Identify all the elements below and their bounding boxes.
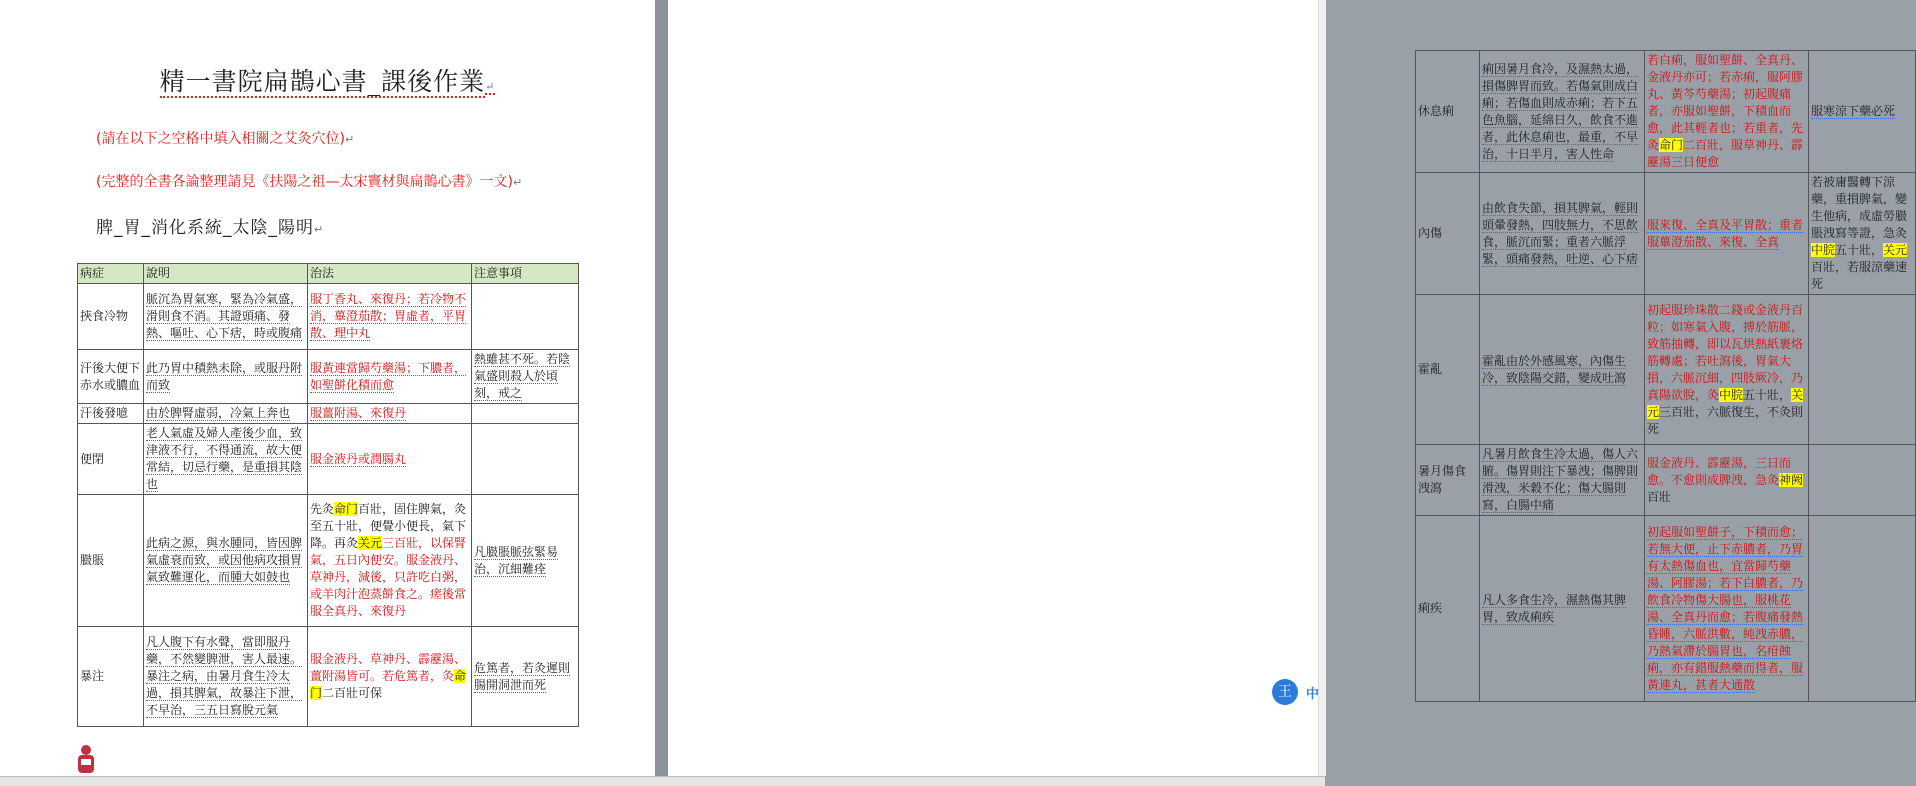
right-table — [1415, 50, 1916, 702]
table-row — [1416, 445, 1916, 516]
table-row — [1416, 295, 1916, 445]
table-row — [78, 350, 579, 404]
description-cell[interactable]: 霍亂由於外感風寒，內傷生冷，致陰陽交錯，變成吐瀉 — [1480, 295, 1645, 445]
page-gap — [655, 0, 668, 785]
notes-cell[interactable] — [1809, 173, 1916, 295]
table-row — [78, 495, 579, 627]
table-row — [78, 627, 579, 727]
treatment-text: 百壯 — [1647, 489, 1672, 504]
description-cell[interactable]: 凡人多食生冷，濕熱傷其脾胃，致成痢疾 — [1480, 516, 1645, 702]
treatment-text: 三百壯，以保腎氣，五日內便安。服金液丹、草神丹，減後，只許吃白粥，或羊肉汁泡蒸餅食之。瘥後常服全真丹、來復丹 — [310, 536, 467, 618]
acupoint-highlight[interactable]: 命门 — [334, 502, 359, 516]
treatment-cell[interactable] — [1645, 51, 1809, 173]
treatment-text: 若白痢，服如聖餅、全真丹、金液丹亦可；若赤痢，服阿膠丸、黃芩芍藥湯；初起腹痛者，亦服如聖餅，下積血而愈，此其輕者也；若重者，先灸 — [1647, 53, 1804, 152]
vertical-scrollbar[interactable] — [1318, 0, 1326, 776]
ime-badge-icon[interactable]: 王 — [1272, 679, 1298, 705]
table-header-row — [78, 264, 579, 284]
header-disease: 病症 — [78, 264, 144, 284]
table-row — [1416, 51, 1916, 173]
table-row — [1416, 173, 1916, 295]
description-cell[interactable]: 老人氣虛及婦人產後少血，致津液不行，不得通流，故大便常結，切忌行藥，是重損其陰也 — [144, 424, 308, 495]
treatment-cell[interactable] — [308, 627, 472, 727]
status-bar — [0, 776, 1325, 786]
description-cell[interactable]: 由於脾腎虛弱，冷氣上奔也 — [144, 404, 308, 424]
disease-cell[interactable]: 暴注 — [78, 627, 144, 727]
treatment-text: 二百壯可保 — [322, 686, 383, 700]
disease-cell[interactable]: 痢疾 — [1416, 516, 1480, 702]
header-description: 說明 — [144, 264, 308, 284]
treatment-cell[interactable] — [1645, 295, 1809, 445]
treatment-text: 先灸 — [310, 502, 335, 516]
table-row — [78, 424, 579, 495]
notes-cell[interactable] — [472, 424, 579, 495]
description-cell[interactable]: 脈沉為胃氣寒，緊為冷氣盛，滑則食不消。其證頭痛、發熱、嘔吐、心下痞，時或腹痛 — [144, 284, 308, 350]
acupoint-highlight[interactable]: 命门 — [1659, 138, 1684, 152]
notes-cell[interactable]: 危篤者，若灸遲則腸開洞泄而死 — [472, 627, 579, 727]
notes-text: 若被庸醫轉下涼藥，重損脾氣，變生他病，成虛勞臌脹洩寫等證，急灸 — [1811, 175, 1908, 240]
acupoint-highlight[interactable]: 关元 — [358, 536, 383, 550]
notes-cell[interactable] — [1809, 445, 1916, 516]
disease-cell[interactable]: 內傷 — [1416, 173, 1480, 295]
treatment-text: 三百壯，六脈復生，不灸則死 — [1647, 404, 1804, 436]
treatment-text: 服金液丹、霹靂湯，三日而愈。不愈則成脾洩，急灸 — [1647, 455, 1792, 487]
disease-cell[interactable]: 休息痢 — [1416, 51, 1480, 173]
document-title: 精一書院扁鵲心書_課後作業↵ — [159, 67, 496, 96]
header-notes: 注意事項 — [472, 264, 579, 284]
description-cell[interactable]: 痢因暑月食冷，及濕熱太過，損傷脾胃而致。若傷氣則成白痢；若傷血則成赤痢；若下五色魚腦，延綿日久，飲食不進者，此休息痢也，最重，不早治，十日半月，害人性命 — [1480, 51, 1645, 173]
acupoint-highlight[interactable]: 中脘 — [1811, 243, 1836, 257]
treatment-cell[interactable]: 服來復、全真及平胃散；重者服蓽澄茄散、來復、全真 — [1645, 173, 1809, 295]
disease-cell[interactable]: 臌脹 — [78, 495, 144, 627]
treatment-cell[interactable]: 服黃連當歸芍藥湯；下膿者，如聖餅化積而愈 — [308, 350, 472, 404]
notes-cell[interactable] — [1809, 516, 1916, 702]
treatment-text: 百壯，固住脾氣，灸至五十壯，便覺小便長，氣下降。再灸 — [310, 502, 467, 550]
disease-cell[interactable]: 汗後大便下赤水或膿血 — [78, 350, 144, 404]
acupoint-highlight[interactable]: 神阙 — [1779, 472, 1804, 487]
document-page-right — [668, 0, 1908, 785]
notes-cell[interactable] — [472, 284, 579, 350]
notes-cell[interactable] — [1809, 295, 1916, 445]
ime-language-label[interactable]: 中 — [1306, 687, 1320, 702]
acupoint-highlight[interactable]: 关元 — [1883, 243, 1908, 257]
disease-cell[interactable]: 汗後發噫 — [78, 404, 144, 424]
acupoint-highlight[interactable]: 中脘 — [1719, 387, 1744, 402]
disease-cell[interactable]: 暑月傷食洩瀉 — [1416, 445, 1480, 516]
description-cell[interactable]: 此乃胃中積熱未除，或服丹附而致 — [144, 350, 308, 404]
section-title: 脾_胃_消化系統_太陰_陽明↵ — [96, 218, 325, 238]
description-cell[interactable]: 此病之源，與水腫同，皆因脾氣虛衰而致，或因他病攻損胃氣致難運化，而腫大如鼓也 — [144, 495, 308, 627]
disease-cell[interactable]: 挾食冷物 — [78, 284, 144, 350]
disease-cell[interactable]: 霍亂 — [1416, 295, 1480, 445]
reference-note: (完整的全書各論整理請見《扶陽之祖—太宋竇材與扁鵲心書》一文)↵ — [96, 174, 523, 190]
description-cell[interactable]: 凡暑月飲食生冷太過，傷人六腑。傷胃則注下暴洩；傷脾則滑洩，米穀不化；傷大腸則寫，白腸中痛 — [1480, 445, 1645, 516]
treatment-cell[interactable] — [1645, 445, 1809, 516]
description-cell[interactable]: 由飲食失節，損其脾氣，輕則頭暈發熱，四肢無力，不思飲食，脈沉而緊；重者六脈浮緊，頭痛發熱，吐逆、心下痞 — [1480, 173, 1645, 295]
table-row — [78, 284, 579, 350]
treatment-cell[interactable]: 服丁香丸、來復丹；若冷物不消，蓽澄茄散；胃虛者，平胃散、理中丸 — [308, 284, 472, 350]
description-cell[interactable]: 凡人腹下有水聲，當即服丹藥，不然變脾泄，害人最速。暴注之病，由暑月食生冷太過，損其脾氣，故暴注下泄，不早治，三五日寫脫元氣 — [144, 627, 308, 727]
treatment-cell[interactable]: 初起服如聖餅子，下積而愈；若無大便，止下赤膿者，乃胃有太熱傷血也，宜當歸芍藥湯、阿膠湯；若下白膿者，乃飲食冷物傷大腸也，服桃花湯、全真丹而愈；若腹痛發熱昏睡，六脈洪數，純洩赤膿，乃熱氣滯於腸胃也，名疳蝕痢，亦有錯服熱藥而得者，服黃連丸，甚者大通散 — [1645, 516, 1809, 702]
notes-text: 五十壯， — [1835, 243, 1884, 257]
instruction-note: (請在以下之空格中填入相關之艾灸穴位)↵ — [96, 131, 355, 147]
treatment-text: 五十壯， — [1743, 387, 1792, 402]
acupoint-highlight[interactable]: 关元 — [1647, 387, 1804, 419]
document-page-left — [0, 0, 655, 785]
notes-cell[interactable]: 凡臌脹脈弦緊易治，沉細難痊 — [472, 495, 579, 627]
notes-cell[interactable]: 服寒涼下藥必死 — [1809, 51, 1916, 173]
treatment-text: 二百壯，服草神丹、霹靂湯三日便愈 — [1647, 138, 1804, 169]
treatment-text: 初起服珍珠散二錢或金液丹百粒；如寒氣入腹，搏於筋脈，致筋抽轉，即以瓦烘熱紙裹烙筋轉處；若吐瀉後，胃氣大損，六脈沉細，四肢厥冷，乃真陽欲脫，灸 — [1647, 302, 1804, 402]
treatment-cell[interactable] — [308, 495, 472, 627]
notes-text: 百壯，若服涼藥速死 — [1811, 260, 1908, 291]
treatment-cell[interactable]: 服薑附湯、來復丹 — [308, 404, 472, 424]
notes-cell[interactable] — [472, 404, 579, 424]
header-treatment: 治法 — [308, 264, 472, 284]
left-table — [77, 263, 579, 727]
mascot-figure-icon — [74, 744, 98, 776]
table-row — [78, 404, 579, 424]
treatment-text: 服金液丹、草神丹、霹靂湯、薑附湯皆可。若危篤者，灸 — [310, 652, 467, 683]
disease-cell[interactable]: 便閉 — [78, 424, 144, 495]
acupoint-highlight[interactable]: 命门 — [310, 669, 467, 700]
treatment-cell[interactable]: 服金液丹或潤腸丸 — [308, 424, 472, 495]
notes-cell[interactable]: 熱雖甚不死。若陰氣盛則殺人於頃刻，戒之 — [472, 350, 579, 404]
table-row — [1416, 516, 1916, 702]
